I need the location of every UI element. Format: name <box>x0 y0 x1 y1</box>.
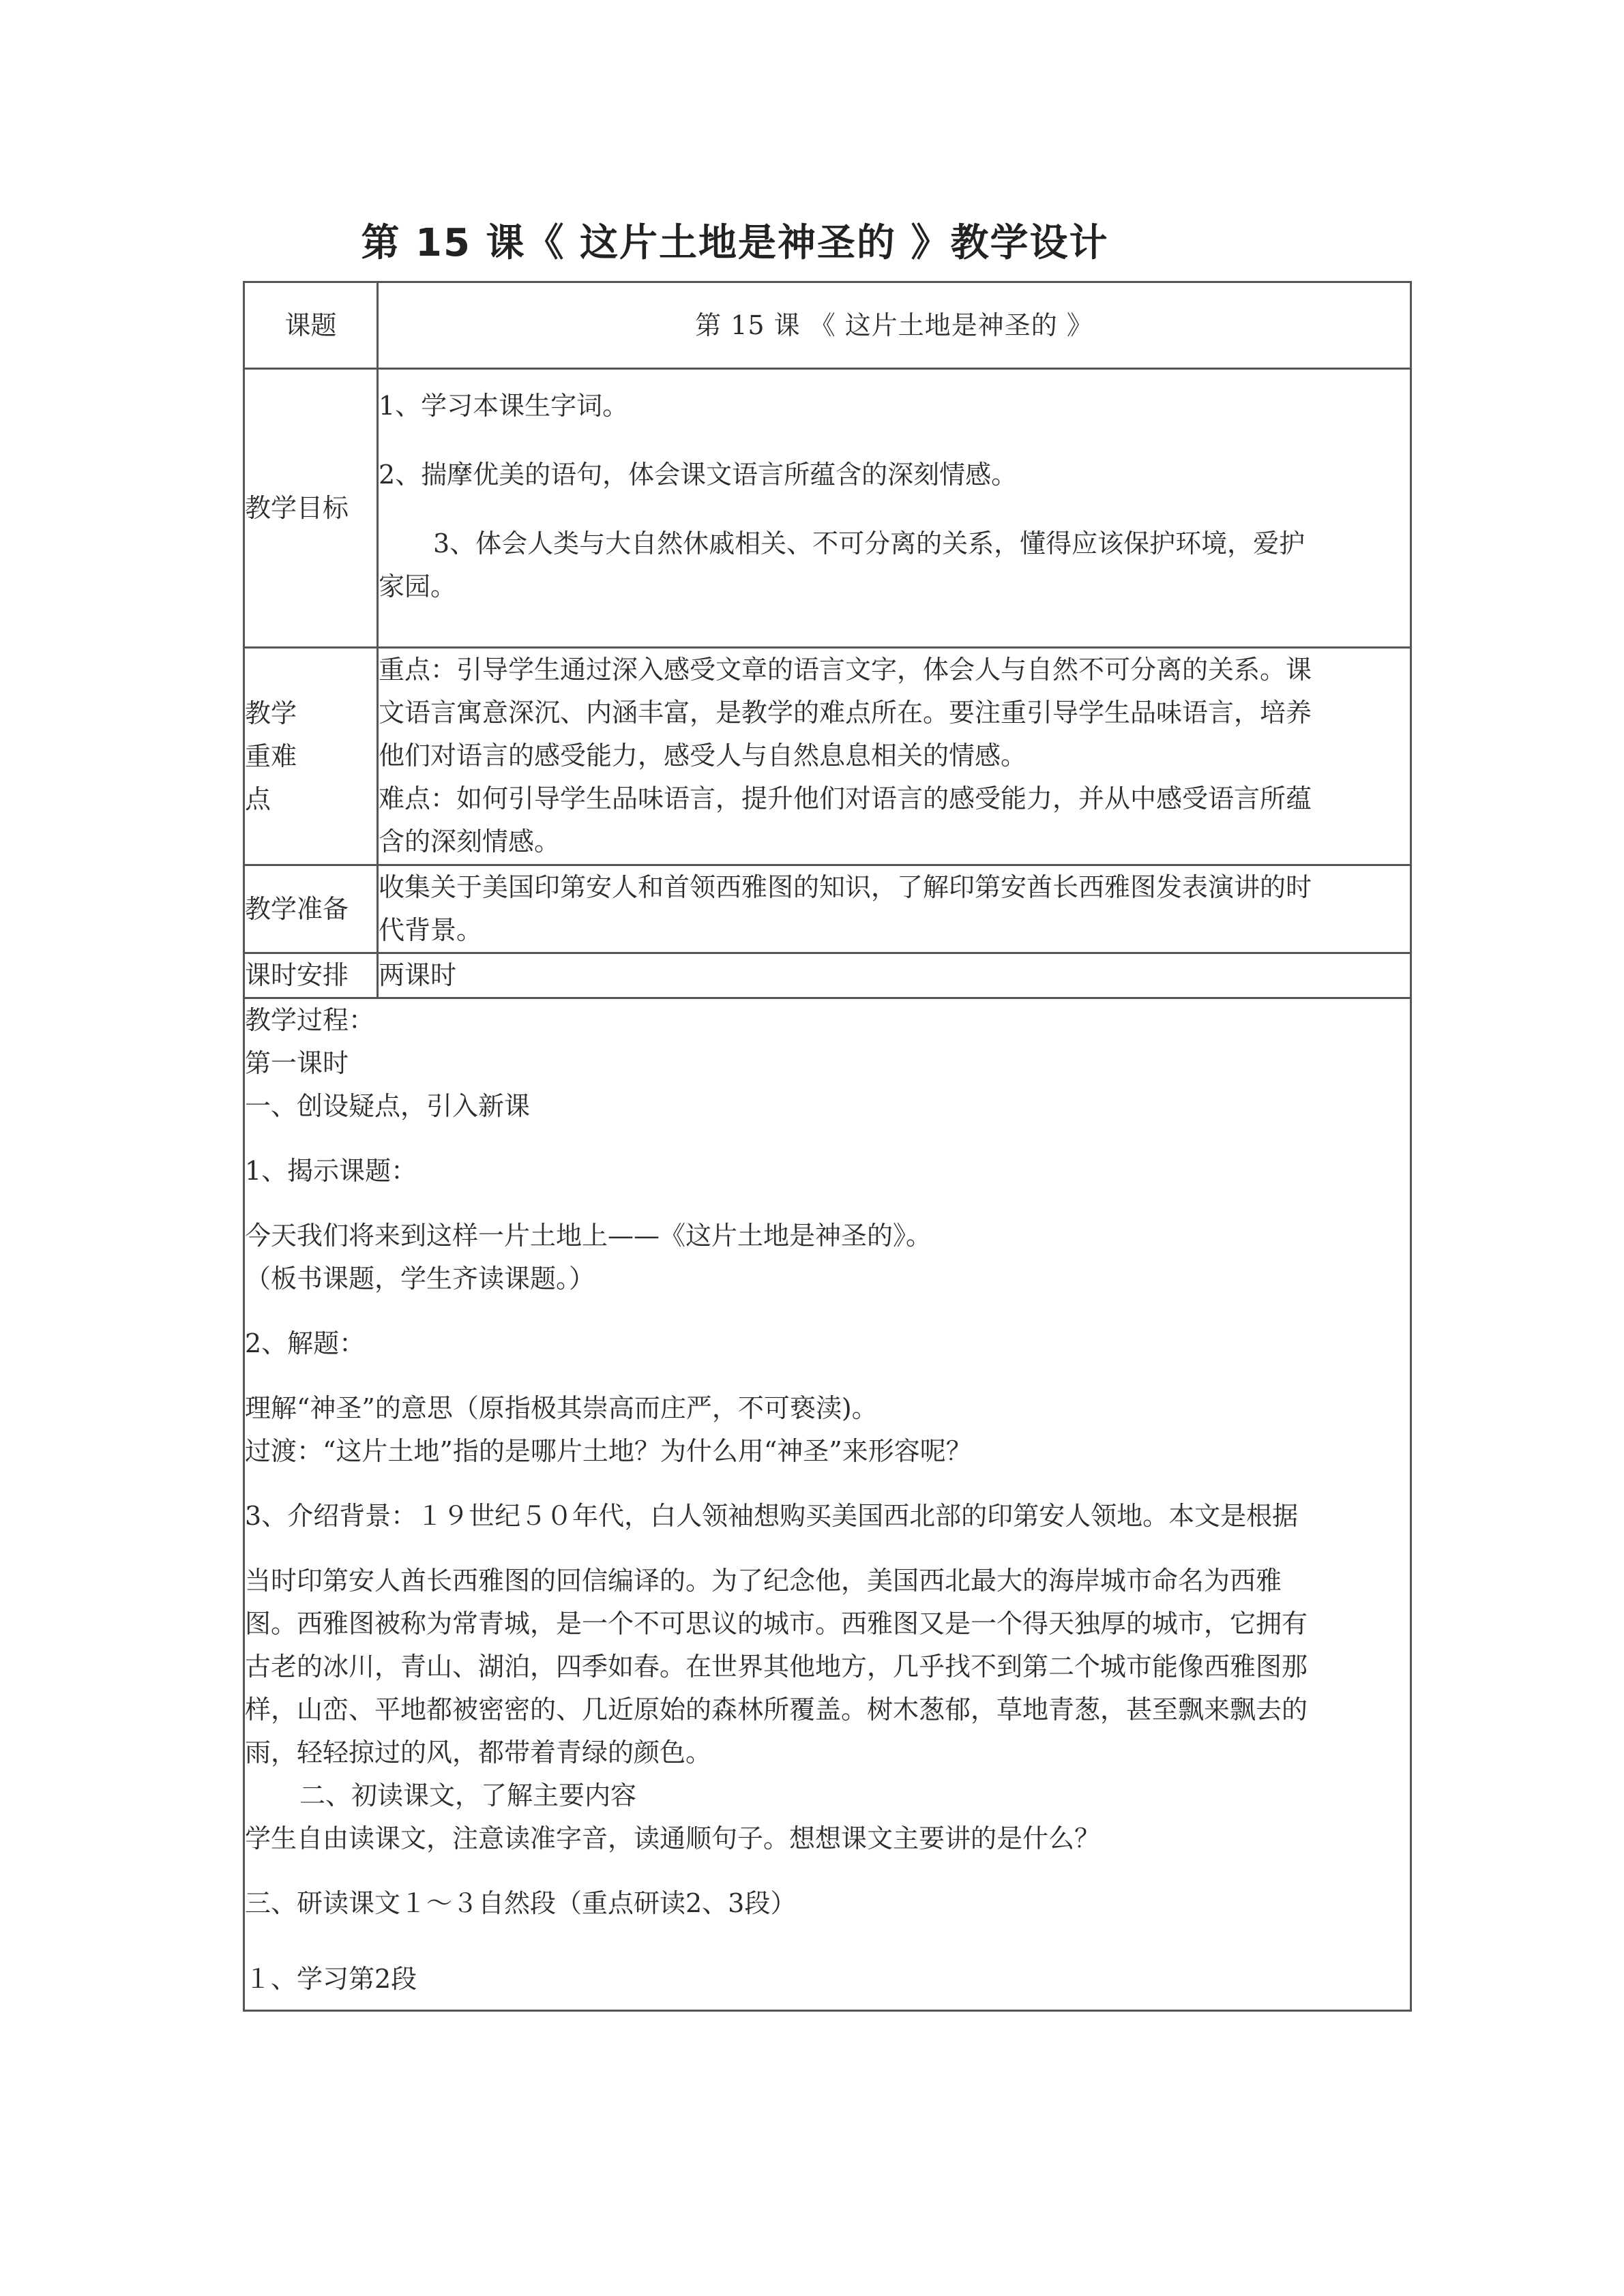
process-section-3: 三、研读课文１～３自然段（重点研读2、3段） <box>245 1888 797 1918</box>
process-cell <box>244 998 1411 2011</box>
process-text: （板书课题，学生齐读课题。） <box>245 1264 595 1294</box>
label-keypoints-line: 重难 <box>245 741 297 771</box>
process-text: 当时印第安人酋长西雅图的回信编译的。为了纪念他，美国西北最大的海岸城市命名为西雅 <box>245 1566 1282 1596</box>
goal-item: 2、揣摩优美的语句，体会课文语言所蕴含的深刻情感。 <box>379 460 1018 490</box>
keypoint-line: 他们对语言的感受能力，感受人与自然息息相关的情感。 <box>379 741 1027 771</box>
keypoint-line: 重点：引导学生通过深入感受文章的语言文字，体会人与自然不可分离的关系。课 <box>379 655 1312 685</box>
process-step-3: 3、介绍背景：１９世纪５０年代，白人领袖想购买美国西北部的印第安人领地。本文是根据 <box>245 1501 1299 1531</box>
topic-value: 第 15 课 《 这片土地是神圣的 》 <box>378 282 1411 369</box>
preparation-line: 收集关于美国印第安人和首领西雅图的知识，了解印第安酋长西雅图发表演讲的时 <box>379 872 1312 902</box>
process-step-1: 1、揭示课题： <box>245 1156 417 1186</box>
keypoint-line: 含的深刻情感。 <box>379 826 561 856</box>
row-preparation <box>244 865 1411 953</box>
row-goals <box>244 369 1411 648</box>
process-text: 今天我们将来到这样一片土地上——《这片土地是神圣的》。 <box>245 1221 932 1251</box>
process-text: 样，山峦、平地都被密密的、几近原始的森林所覆盖。树木葱郁，草地青葱，甚至飘来飘去的 <box>245 1695 1308 1725</box>
document-title: 第 15 课《 这片土地是神圣的 》教学设计 <box>361 221 1109 265</box>
preparation-line: 代背景。 <box>379 915 483 945</box>
goal-item: 1、学习本课生字词。 <box>379 391 629 421</box>
label-keypoints-line: 教学 <box>245 698 297 728</box>
process-text: 雨，轻轻掠过的风，都带着青绿的颜色。 <box>245 1738 712 1768</box>
process-section-2: 二、初读课文，了解主要内容 <box>299 1780 637 1810</box>
lesson-plan-table <box>243 281 1412 2012</box>
row-schedule <box>244 953 1411 998</box>
process-heading: 教学过程： <box>245 1005 375 1035</box>
label-goals-text: 教学目标 <box>245 492 349 523</box>
label-goals <box>244 369 378 648</box>
keypoint-line: 文语言寓意深沉、内涵丰富，是教学的难点所在。要注重引导学生品味语言，培养 <box>379 698 1312 728</box>
label-topic: 课题 <box>244 282 378 369</box>
process-text: 理解“神圣”的意思（原指极其崇高而庄严，不可亵渎)。 <box>245 1393 878 1423</box>
preparation-cell <box>378 865 1411 953</box>
label-preparation: 教学准备 <box>244 865 378 953</box>
process-section-1: 一、创设疑点，引入新课 <box>245 1091 531 1121</box>
keypoints-cell <box>378 648 1411 865</box>
process-text: 图。西雅图被称为常青城，是一个不可思议的城市。西雅图又是一个得天独厚的城市，它拥有 <box>245 1609 1308 1639</box>
process-text: 古老的冰川，青山、湖泊，四季如春。在世界其他地方，几乎找不到第二个城市能像西雅图那 <box>245 1652 1308 1682</box>
process-study-1: １、学习第2段 <box>245 1964 417 1994</box>
process-period: 第一课时 <box>245 1048 349 1078</box>
goal-item: 3、体会人类与大自然休戚相关、不可分离的关系，懂得应该保护环境，爱护 <box>433 528 1305 558</box>
goal-item: 家园。 <box>379 571 457 601</box>
row-topic <box>244 282 1411 369</box>
schedule-value: 两课时 <box>378 953 1411 998</box>
row-process <box>244 998 1411 2011</box>
process-text: 学生自由读课文，注意读准字音，读通顺句子。想想课文主要讲的是什么？ <box>245 1823 1101 1853</box>
label-keypoints <box>244 648 378 865</box>
process-step-2: 2、解题： <box>245 1328 366 1358</box>
label-keypoints-line: 点 <box>245 784 271 814</box>
keypoint-line: 难点：如何引导学生品味语言，提升他们对语言的感受能力，并从中感受语言所蕴 <box>379 784 1312 814</box>
goals-cell <box>378 369 1411 648</box>
row-keypoints <box>244 648 1411 865</box>
label-schedule: 课时安排 <box>244 953 378 998</box>
process-text: 过渡：“这片土地”指的是哪片土地？为什么用“神圣”来形容呢？ <box>245 1436 972 1466</box>
